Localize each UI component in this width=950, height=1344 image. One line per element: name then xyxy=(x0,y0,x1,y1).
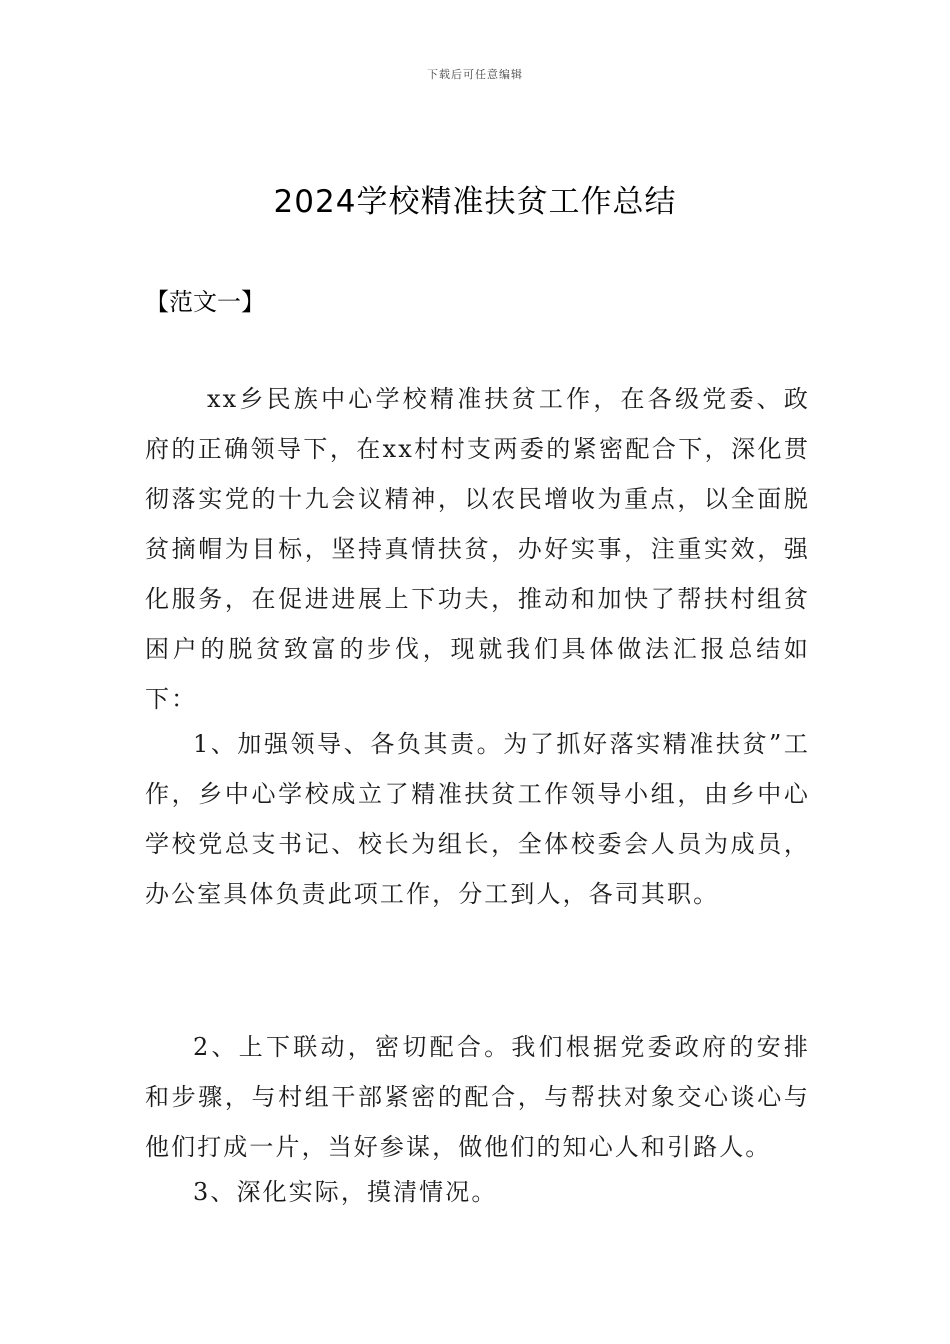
document-title: 2024学校精准扶贫工作总结 xyxy=(273,184,677,220)
paragraph-intro: xx乡民族中心学校精准扶贫工作，在各级党委、政府的正确领导下，在xx村村支两委的紧密配合下，深化贯彻落实党的十九会议精神，以农民增收为重点，以全面脱贫摘帽为目标，坚持真情扶贫，办好实事，注重实效，强化服务，在促进进展上下功夫，推动和加快了帮扶村组贫困户的脱贫致富的步伐，现就我们具体做法汇报总结如下： xyxy=(145,385,810,713)
paragraph-item-1: 1、加强领导、各负其责。为了抓好落实精准扶贫”工作，乡中心学校成立了精准扶贫工作领导小组，由乡中心学校党总支书记、校长为组长，全体校委会人员为成员，办公室具体负责此项工作，分工到人，各司其职。 xyxy=(145,730,810,908)
section-label: 【范文一】 xyxy=(145,288,265,316)
download-note: 下载后可任意编辑 xyxy=(427,68,523,81)
paragraph-item-2: 2、上下联动，密切配合。我们根据党委政府的安排和步骤，与村组干部紧密的配合，与帮扶对象交心谈心与他们打成一片，当好参谋，做他们的知心人和引路人。 xyxy=(145,1033,810,1161)
paragraph-item-3: 3、深化实际，摸清情况。 xyxy=(193,1178,498,1206)
